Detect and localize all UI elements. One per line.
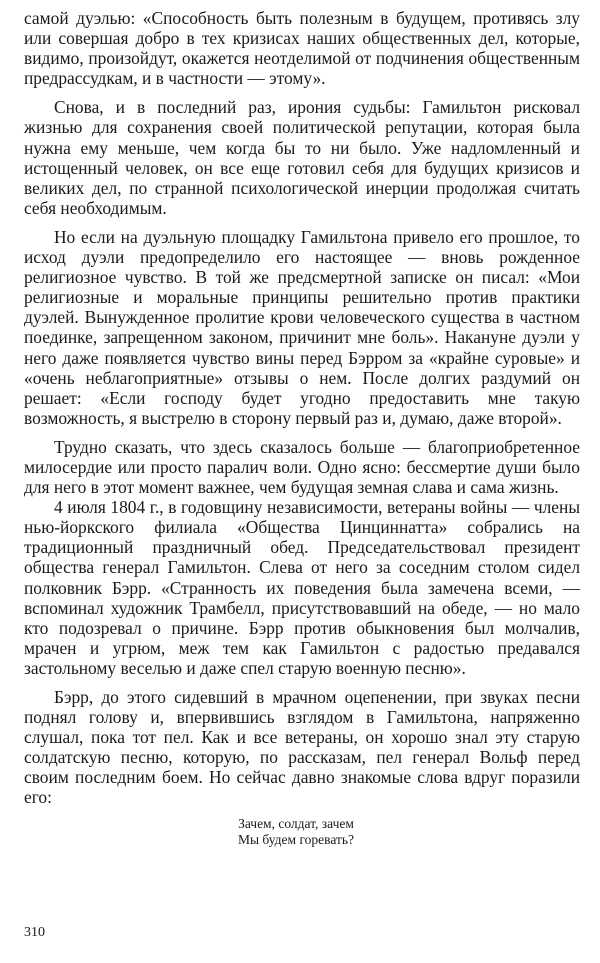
paragraph-4: Трудно сказать, что здесь сказалось больше — благоприобретенное милосердие или просто паралич воли. Одно ясно: бессмертие души было для него в этот момент важнее, чем будущая земная слава и сама жизнь. bbox=[24, 436, 580, 498]
paragraph-2: Снова, и в последний раз, ирония судьбы: Гамильтон рисковал жизнью для сохранения своей политической репутации, которая была нужна ему меньше, чем когда бы то ни было. Уже надломленный и истощенный человек, он все еще готовил себя для будущих кризисов и великих дел, по странной психологической инерции продолжая считать себя необходимым. bbox=[24, 97, 580, 218]
verse-quote bbox=[18, 816, 574, 849]
page-number: 310 bbox=[24, 925, 45, 940]
paragraph-5: 4 июля 1804 г., в годовщину независимости, ветераны войны — члены нью-йоркского филиала «Общества Цинциннатта» собрались на традиционный праздничный обед. Председательствовал президент общества генерал Гамильтон. Слева от него за соседним столом сидел полковник Бэрр. «Странность их поведения была замечена всеми, — вспоминал художник Трамбелл, присутствовавший на обеде, — но мало кто подозревал о причине. Бэрр против обыкновения был молчалив, мрачен и угрюм, меж тем как Гамильтон с радостью предавался застольному веселью и даже спел старую военную песню». bbox=[24, 497, 580, 678]
paragraph-1: самой дуэлью: «Способность быть полезным в будущем, противясь злу или совершая добро в тех кризисах наших общественных дел, которые, видимо, произойдут, окажется неотделимой от подчинения общественным предрассудкам, и в частности — этому». bbox=[24, 8, 580, 89]
page-body bbox=[24, 8, 580, 849]
paragraph-3: Но если на дуэльную площадку Гамильтона привело его прошлое, то исход дуэли предопределило его настоящее — вновь рожденное религиозное чувство. В той же предсмертной записке он писал: «Мои религиозные и моральные принципы решительно против практики дуэлей. Вынужденное пролитие крови человеческого существа в частном поединке, запрещенном законом, причинит мне боль». Накануне дуэли у него даже появляется чувство вины перед Бэрром за «крайне суровые» и «очень неблагоприятные» отзывы о нем. После долгих раздумий он решает: «Если господу будет угодно предоставить мне такую возможность, я выстрелю в сторону первый раз и, думаю, даже второй». bbox=[24, 226, 580, 428]
verse-line-2: Мы будем горевать? bbox=[237, 832, 355, 848]
verse-line-1: Зачем, солдат, зачем bbox=[238, 815, 354, 831]
paragraph-6: Бэрр, до этого сидевший в мрачном оцепенении, при звуках песни поднял голову и, впервившись взглядом в Гамильтона, напряженно слушал, пока тот пел. Как и все ветераны, он хорошо знал эту старую солдатскую песню, которую, по рассказам, пел генерал Вольф перед своим последним боем. Но сейчас давно знакомые слова вдруг поразили его: bbox=[24, 687, 580, 808]
